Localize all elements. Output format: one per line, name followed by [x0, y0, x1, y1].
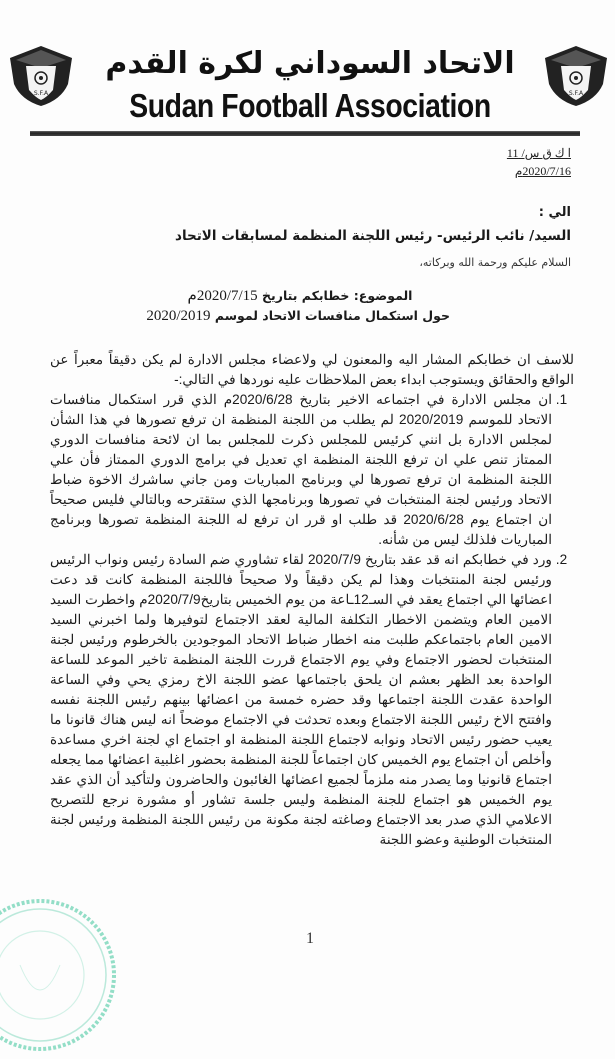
logo-text: S.F.A: [33, 90, 49, 97]
seal-stamp-icon: [0, 895, 120, 1055]
body-point: 1. ان مجلس الادارة في اجتماعه الاخير بتاريخ 2020/6/28م الذي قرر استكمال منافسات الاتحاد للموسم 2020/2019 لم يطلب من اللجنة المنظمة ان ترفع تصورها في هذا الشأن لمجلس الادارة بل انني كرئيس للمجلس ذكرت للمجلس بما ان لائحة منافسات الدوري الممتاز تنص علي ان ترفع اللجنة المنظمة اي تعديل في برامج الدوري الممتاز فأن علي اللجنة المنظمة ان ترفع تصورها لي وبرنامج المباريات ومن جاني ساشرك الاخوة ضباط الاتحاد ورئيس لجنة المنتخبات في تصورها وبرنامجها الذي ستقترحه وبالتالي فليس صحيحاً ان اجتماع يوم 2020/6/28 قد طلب او قرر ان ترفع له اللجنة المنظمة تصورها وبرنامج المباريات فلذلك ليس من شأنه.: [50, 390, 552, 550]
header-divider: [30, 131, 580, 136]
page-number: 1: [306, 930, 314, 947]
to-label: الي :: [538, 205, 571, 220]
sfa-logo-left: [6, 44, 76, 108]
recipient: السيد/ نائب الرئيس- رئيس اللجنة المنظمة لمسابقات الاتحاد: [175, 228, 571, 244]
subject-label: الموضوع: خطابكم بتاريخ: [262, 288, 413, 303]
reference-number: ا ك ق س/ 11: [506, 146, 571, 160]
subject-line-2: [146, 308, 450, 325]
letterhead-title-arabic: الاتحاد السوداني لكرة القدم: [105, 46, 515, 81]
sfa-logo-right: [541, 44, 611, 108]
greeting: السلام عليكم ورحمة الله وبركاته،: [419, 256, 571, 269]
body-points: [50, 390, 574, 850]
shield-football-emblem-icon: [541, 44, 611, 108]
letterhead-title-english: Sudan Football Association: [129, 87, 491, 124]
shield-football-emblem-icon: [6, 44, 76, 108]
subject-line-1: [150, 286, 450, 305]
body-point: 2. ورد في خطابكم انه قد عقد بتاريخ 2020/7/9 لقاء تشاوري ضم السادة رئيس ونواب الرئيس ورئيس لجنة المنتخبات وهذا لم يكن دقيقاً ولا صحيحاً فاللجنة المنظمة كانت قد دعت اعضائها الي اجتماع يعقد في السـ12ـاعة من يوم الخميس بتاريخ2020/7/9م واخطرت السيد الامين العام ويتضمن الاخطار التكلفة المالية لعقد الاجتماع لتوفيرها ولما اخبرني السيد الامين العام باجتماعكم طلبت منه اخطار ضباط الاتحاد الموجودين بالخرطوم ورئيس لجنة المنتخبات لحضور الاجتماع وفي يوم الاجتماع قررت اللجنة المنظمة تاخير الموعد للساعة الواحدة بعد الظهر بعشم ان يلحق باجتماعها عضو اللجنة الاخ رمزي يحي وفي الساعة الواحدة عقدت اللجنة اجتماعها وقد حضره خمسة من اعضائها بينهم رئيس اللجنة نفسه وافتتح الاخ رئيس اللجنة الاجتماع وبعده تحدثت في الاجتماع موضحاً انه ليس هناك قانونا ما يعيب حضور رئيس الاتحاد ونوابه لاجتماع اللجنة المنظمة او اجتماع اي لجنة اخري مساعدة وأخلص أن اجتماع يوم الخميس كان اجتماعاً للجنة المنظمة بحضور اغلبية اعضائها مما يجعله اجتماع قانونيا وما يصدر منه ملزماً لجميع اعضائها الغائبون والحاضرون ولتأكيد أن الذي عقد يوم الخميس هو اجتماع للجنة المنظمة وليس جلسة تشاور أو مشورة نرجع للتصريح الاعلامي الذي صدر بعد الاجتماع وصاغته لجنة مكونة من رئيس اللجنة المنظمة ورئيس لجنة المنتخبات الوطنية وعضو اللجنة: [50, 550, 552, 850]
letter-body: [50, 350, 574, 850]
subject-date: 2020/7/15م: [187, 288, 258, 304]
subject-line2-text: حول استكمال منافسات الاتحاد لموسم: [214, 308, 450, 323]
reference-date: 2020/7/16م: [514, 164, 571, 178]
official-stamp: [0, 895, 120, 1055]
subject-season: 2020/2019: [146, 308, 211, 324]
body-intro: للاسف ان خطابكم المشار اليه والمعنون لي ولاعضاء مجلس الادارة لم يكن دقيقاً معبراً عن الواقع والحقائق ويستوجب ابداء بعض الملاحظات عليه نوردها في التالي:-: [50, 352, 574, 387]
logo-text: S.F.A: [568, 90, 584, 97]
